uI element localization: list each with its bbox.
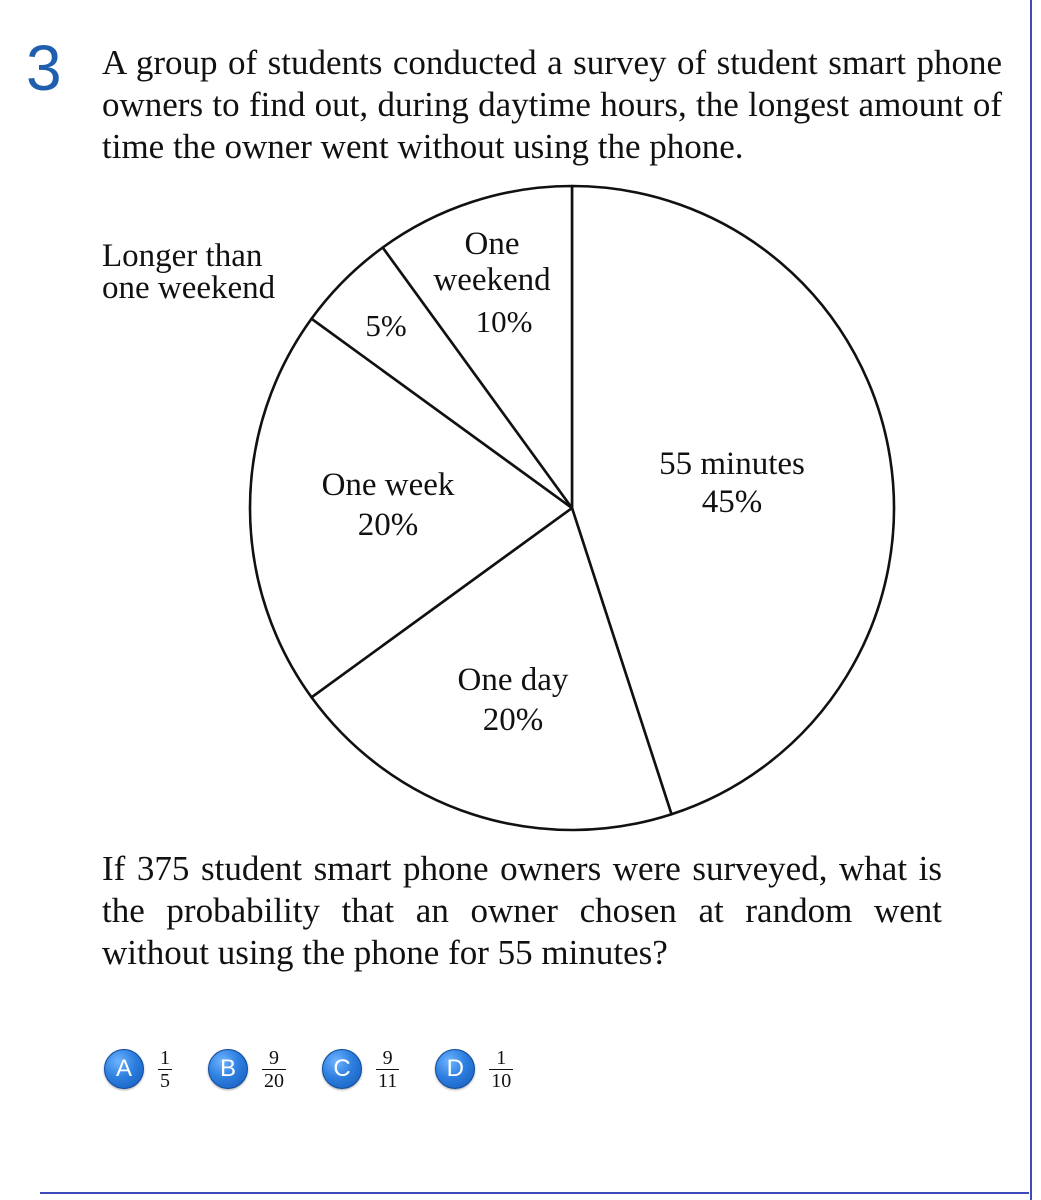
slice-label-longer-than-1: Longer than	[102, 238, 263, 274]
choice-d-badge[interactable]: D	[435, 1049, 475, 1089]
choice-d[interactable]	[435, 1048, 513, 1091]
slice-label-55-minutes: 55 minutes	[659, 446, 805, 482]
question-number: 3	[26, 32, 62, 104]
choice-c-fraction	[376, 1048, 399, 1091]
question-prompt: A group of students conducted a survey of student smart phone owners to find out, during daytime hours, the longest amount of time the owner went without using the phone.	[102, 43, 1002, 166]
choice-b-denominator: 20	[264, 1069, 284, 1092]
slice-label-one-week: One week	[321, 467, 455, 503]
slice-value-55-minutes: 45%	[701, 484, 763, 520]
choice-b[interactable]	[208, 1048, 286, 1091]
choice-c-denominator: 11	[378, 1069, 398, 1092]
choice-a-denominator: 5	[160, 1069, 170, 1092]
bottom-rule	[40, 1192, 1029, 1194]
slice-value-one-day: 20%	[482, 702, 544, 738]
choice-d-denominator: 10	[491, 1069, 512, 1092]
pie-chart	[0, 180, 1041, 840]
slice-label-one-weekend-2: weekend	[433, 262, 551, 298]
slice-value-one-weekend: 10%	[475, 304, 533, 339]
choice-d-numerator: 1	[496, 1046, 507, 1069]
slice-value-longer-than: 5%	[365, 308, 407, 343]
choice-a-fraction	[158, 1048, 172, 1091]
answer-choices	[104, 1042, 549, 1096]
choice-a[interactable]	[104, 1048, 172, 1091]
choice-a-badge[interactable]: A	[104, 1049, 144, 1089]
choice-b-numerator: 9	[269, 1046, 279, 1069]
choice-d-fraction	[489, 1048, 513, 1091]
choice-c[interactable]	[322, 1048, 399, 1091]
choice-b-badge[interactable]: B	[208, 1049, 248, 1089]
slice-label-one-day: One day	[457, 662, 569, 698]
slice-label-one-weekend-1: One	[464, 226, 520, 262]
slice-value-one-week: 20%	[357, 507, 419, 543]
question-text: If 375 student smart phone owners were surveyed, what is the probability that an owner chosen at random went without using the phone for 55 minutes?	[102, 849, 942, 972]
choice-b-fraction	[262, 1048, 286, 1091]
right-border-line	[1030, 0, 1032, 1200]
choice-c-numerator: 9	[382, 1046, 393, 1069]
choice-c-badge[interactable]: C	[322, 1049, 362, 1089]
choice-a-numerator: 1	[160, 1046, 170, 1069]
slice-label-longer-than-2: one weekend	[102, 270, 276, 306]
